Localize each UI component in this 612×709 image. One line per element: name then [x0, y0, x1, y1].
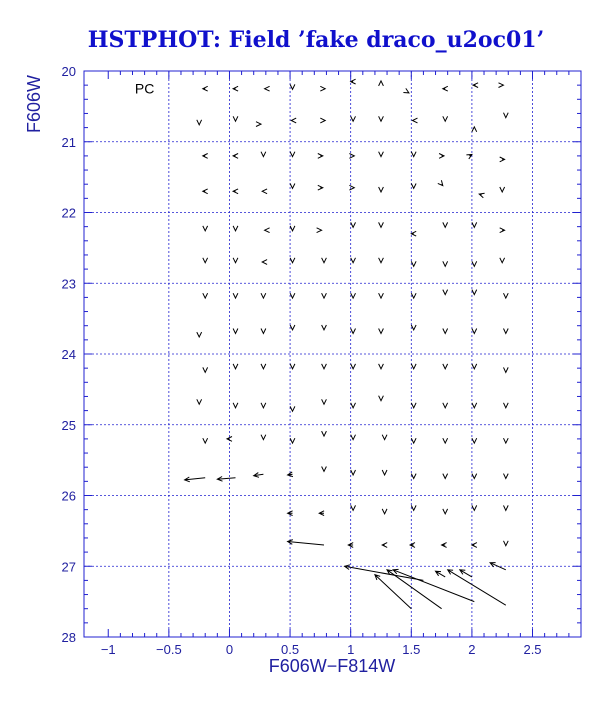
vector-87 [504, 329, 509, 334]
vector-96 [443, 364, 448, 369]
grid-lines [84, 71, 581, 637]
vector-109 [504, 403, 509, 408]
vector-17 [379, 116, 384, 121]
vector-120 [504, 438, 509, 443]
vector-79 [261, 329, 266, 334]
y-tick-label-0: 20 [61, 64, 76, 79]
x-tick-label-7: 2.5 [523, 642, 542, 657]
vector-121 [185, 477, 206, 482]
vector-84 [411, 325, 416, 330]
vector-10 [499, 83, 504, 88]
vector-136 [411, 505, 416, 510]
vector-80 [290, 325, 295, 330]
vector-30 [439, 154, 444, 159]
y-axis-label: F606W [24, 74, 44, 134]
vector-110 [203, 438, 208, 443]
vector-53 [472, 222, 477, 227]
vector-94 [379, 364, 384, 369]
vector-114 [322, 431, 327, 436]
vector-16 [351, 116, 356, 121]
vector-51 [411, 231, 416, 236]
vector-57 [262, 260, 267, 265]
vector-9 [473, 83, 478, 88]
y-tick-label-3: 23 [61, 276, 76, 292]
vector-83 [379, 329, 384, 334]
vector-150 [393, 569, 474, 601]
vector-134 [351, 505, 356, 510]
vector-138 [472, 505, 477, 510]
vector-115 [351, 435, 356, 440]
vector-100 [233, 403, 238, 408]
vector-40 [411, 184, 416, 189]
vector-142 [382, 543, 387, 548]
y-tick-label-4: 24 [61, 347, 76, 362]
vector-151 [448, 570, 506, 605]
vector-99 [197, 399, 202, 404]
vector-75 [472, 290, 477, 295]
vector-69 [290, 293, 295, 298]
vector-129 [443, 474, 448, 479]
vector-71 [351, 293, 356, 298]
vector-13 [256, 122, 261, 127]
vector-52 [443, 222, 448, 227]
vector-98 [504, 367, 509, 372]
vector-5 [351, 79, 356, 84]
vector-6 [379, 81, 384, 86]
vector-7 [403, 88, 409, 93]
vector-123 [254, 473, 264, 478]
vector-140 [288, 540, 324, 545]
vector-97 [472, 364, 477, 369]
vector-111 [227, 437, 232, 442]
vector-11 [197, 120, 202, 125]
vector-60 [351, 258, 356, 263]
vector-132 [288, 511, 293, 516]
y-tick-label-5: 25 [61, 417, 76, 433]
vector-46 [265, 228, 270, 233]
vector-55 [203, 258, 208, 263]
vector-131 [504, 474, 509, 479]
vector-21 [504, 113, 509, 118]
vector-23 [233, 154, 238, 159]
x-tick-label-3: 0.5 [281, 642, 300, 657]
vector-27 [349, 154, 354, 159]
vector-66 [203, 293, 208, 298]
vector-143 [410, 543, 415, 548]
vector-128 [411, 474, 416, 479]
vector-126 [351, 470, 356, 475]
vector-18 [413, 118, 418, 123]
vector-19 [443, 116, 448, 121]
vector-89 [233, 364, 238, 369]
vector-14 [291, 118, 296, 123]
x-tick-label-0: −1 [100, 642, 116, 657]
vector-145 [472, 543, 477, 548]
panel-label: PC [134, 80, 155, 97]
vector-117 [411, 438, 416, 443]
vector-33 [203, 189, 208, 194]
x-tick-label-5: 1.5 [402, 642, 421, 657]
vector-135 [382, 509, 387, 514]
vector-15 [320, 118, 325, 123]
vector-3 [290, 84, 295, 89]
vector-107 [443, 403, 448, 408]
vector-field [185, 79, 509, 609]
vector-139 [504, 505, 509, 510]
vector-81 [322, 325, 327, 330]
vector-31 [466, 155, 472, 160]
x-tick-label-1: −0.5 [156, 642, 182, 657]
x-tick-label-2: 0 [225, 642, 234, 657]
vector-61 [379, 258, 384, 263]
vector-90 [261, 364, 266, 369]
vector-45 [233, 226, 238, 231]
vector-153 [460, 570, 472, 577]
vector-37 [318, 185, 323, 190]
vector-88 [203, 367, 208, 372]
vector-0 [203, 86, 208, 91]
vector-70 [322, 293, 327, 298]
vector-86 [472, 329, 477, 334]
vector-74 [443, 290, 448, 295]
x-tick-label-4: 1 [347, 642, 355, 657]
vector-28 [379, 152, 384, 157]
vector-41 [438, 180, 443, 185]
vector-152 [436, 571, 446, 577]
vector-146 [504, 541, 509, 546]
vector-54 [500, 228, 505, 233]
vector-105 [379, 396, 384, 401]
y-tick-label-8: 28 [61, 630, 76, 645]
y-tick-label-6: 26 [61, 488, 76, 504]
vector-130 [472, 474, 477, 479]
vector-104 [351, 403, 356, 408]
x-axis-label: F606W−F814W [268, 656, 396, 676]
vector-77 [197, 332, 202, 337]
vector-38 [349, 185, 354, 190]
vector-119 [472, 438, 477, 443]
vector-137 [443, 509, 448, 514]
vector-34 [233, 189, 238, 194]
vector-72 [379, 293, 384, 298]
vector-95 [411, 364, 416, 369]
vector-4 [320, 86, 325, 91]
vector-56 [233, 258, 238, 263]
vector-106 [411, 403, 416, 408]
vector-43 [500, 187, 505, 192]
vector-144 [442, 543, 447, 548]
vector-85 [443, 329, 448, 334]
vector-65 [500, 258, 505, 263]
vector-48 [317, 228, 322, 233]
vector-147 [490, 563, 506, 570]
vector-64 [472, 261, 477, 266]
vector-1 [233, 86, 238, 91]
vector-44 [203, 226, 208, 231]
vector-63 [443, 261, 448, 266]
vector-22 [203, 154, 208, 159]
vector-73 [411, 293, 416, 298]
vector-102 [290, 406, 295, 411]
vector-112 [261, 435, 266, 440]
vector-20 [472, 127, 477, 132]
y-tick-label-1: 21 [61, 134, 76, 150]
vector-62 [411, 261, 416, 266]
vector-67 [233, 293, 238, 298]
vector-82 [351, 329, 356, 334]
vector-101 [261, 403, 266, 408]
vector-24 [261, 152, 266, 157]
vector-50 [379, 222, 384, 227]
vector-58 [290, 258, 295, 263]
vector-29 [411, 152, 416, 157]
vector-49 [351, 222, 356, 227]
vector-91 [290, 364, 295, 369]
vector-127 [382, 470, 387, 475]
vector-12 [233, 116, 238, 121]
vector-8 [443, 86, 448, 91]
vector-116 [382, 435, 387, 440]
y-tick-label-7: 27 [61, 559, 76, 575]
vector-59 [322, 258, 327, 263]
vector-108 [472, 403, 477, 408]
vector-122 [217, 477, 235, 482]
vector-93 [351, 364, 356, 369]
vector-118 [443, 438, 448, 443]
vector-133 [319, 511, 324, 516]
vector-35 [262, 189, 267, 194]
vector-26 [318, 154, 323, 159]
vector-32 [500, 157, 505, 162]
chart-title: HSTPHOT: Field ’fake draco_u2oc01’ [87, 27, 545, 53]
vector-141 [348, 543, 353, 548]
vector-103 [322, 399, 327, 404]
vector-113 [290, 438, 295, 443]
x-tick-label-6: 2 [468, 642, 476, 657]
vector-47 [290, 226, 295, 231]
vector-25 [290, 152, 295, 157]
vector-39 [379, 187, 384, 192]
vector-125 [322, 467, 327, 472]
vector-2 [265, 86, 270, 91]
vector-148 [375, 575, 411, 609]
vector-78 [233, 329, 238, 334]
vector-42 [479, 193, 484, 198]
vector-92 [322, 364, 327, 369]
y-tick-label-2: 22 [61, 205, 76, 221]
vector-68 [261, 293, 266, 298]
vector-36 [290, 184, 295, 189]
vector-76 [504, 293, 509, 298]
